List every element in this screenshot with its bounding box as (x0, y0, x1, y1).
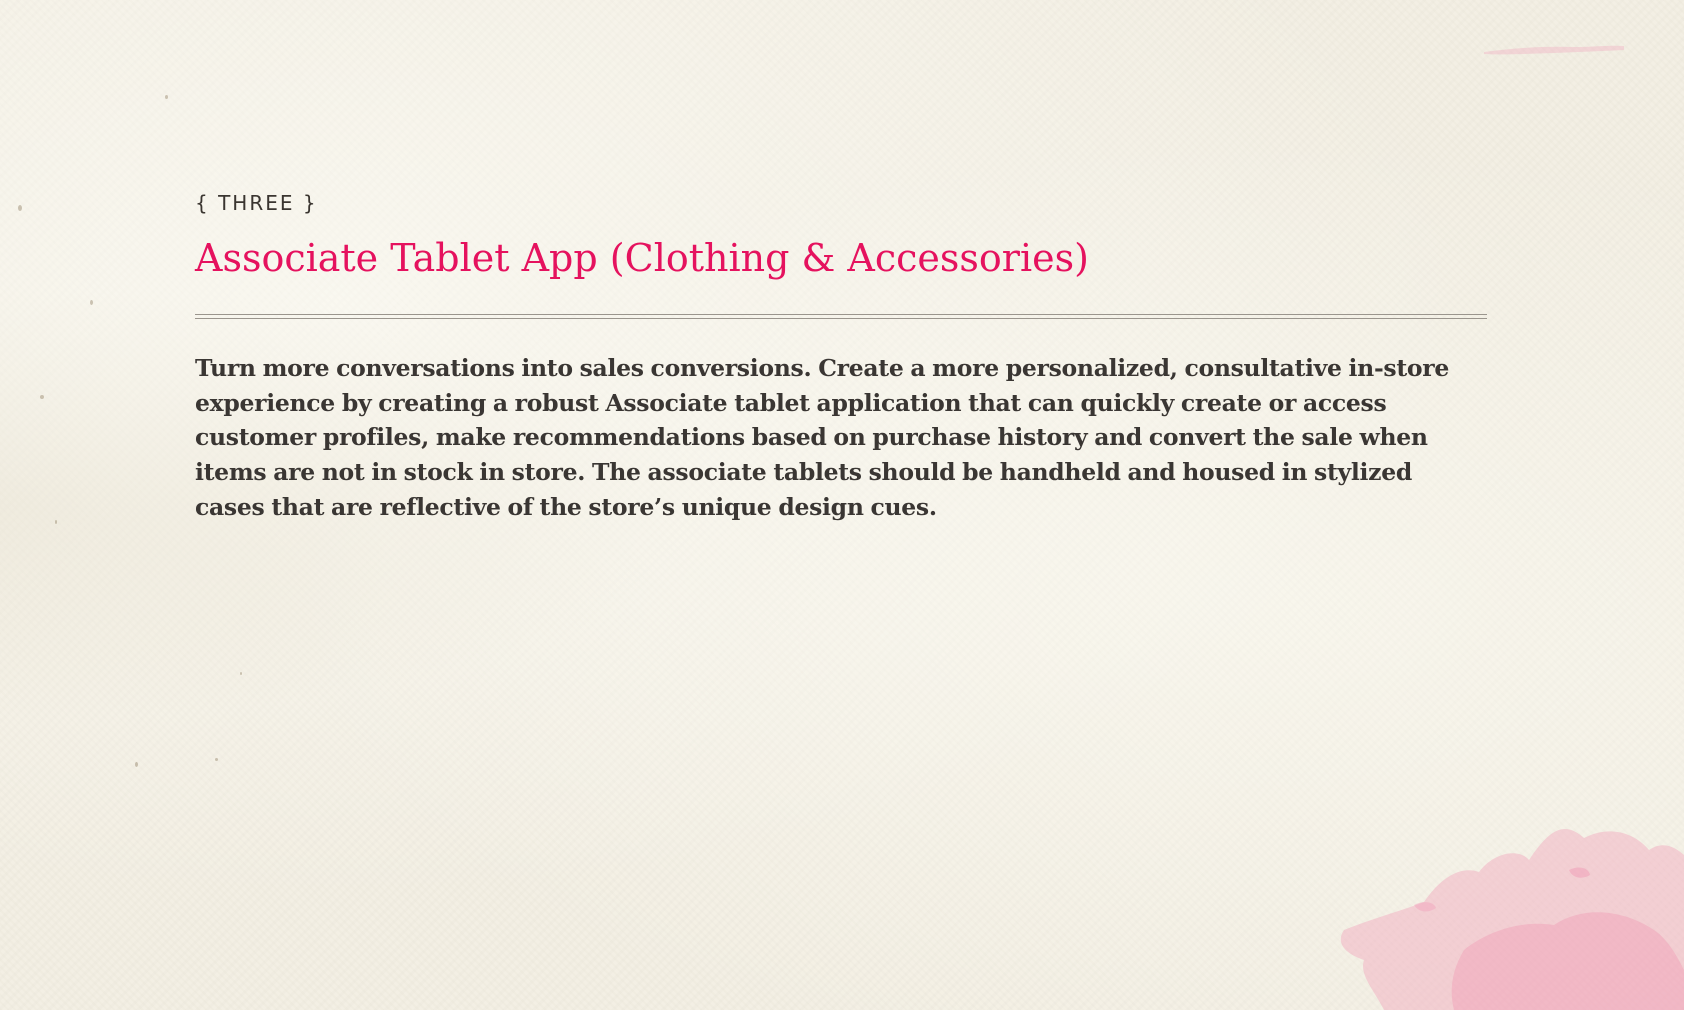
paper-speck (135, 762, 138, 767)
paper-speck (18, 205, 22, 211)
paper-speck (40, 395, 44, 399)
paper-speck (55, 520, 57, 524)
top-watercolor-wash (1484, 40, 1624, 60)
section-title: Associate Tablet App (Clothing & Accessories) (195, 236, 1089, 280)
section-number-label: { THREE } (195, 191, 318, 215)
paper-speck (215, 758, 218, 761)
watercolor-splash (1264, 810, 1684, 1010)
paper-speck (240, 672, 242, 675)
section-three (195, 188, 1487, 525)
paper-speck (90, 300, 93, 305)
double-rule-divider (195, 314, 1487, 319)
section-description: Turn more conversations into sales conversions. Create a more personalized, consultative in-store experience by creating a robust Associate tablet application that can quickly create or access customer profiles, make recommendations based on purchase history and convert the sale when items are not in stock in store. The associate tablets should be handheld and housed in stylized cases that are reflective of the store’s unique design cues. (195, 354, 1449, 521)
paper-speck (165, 95, 168, 99)
